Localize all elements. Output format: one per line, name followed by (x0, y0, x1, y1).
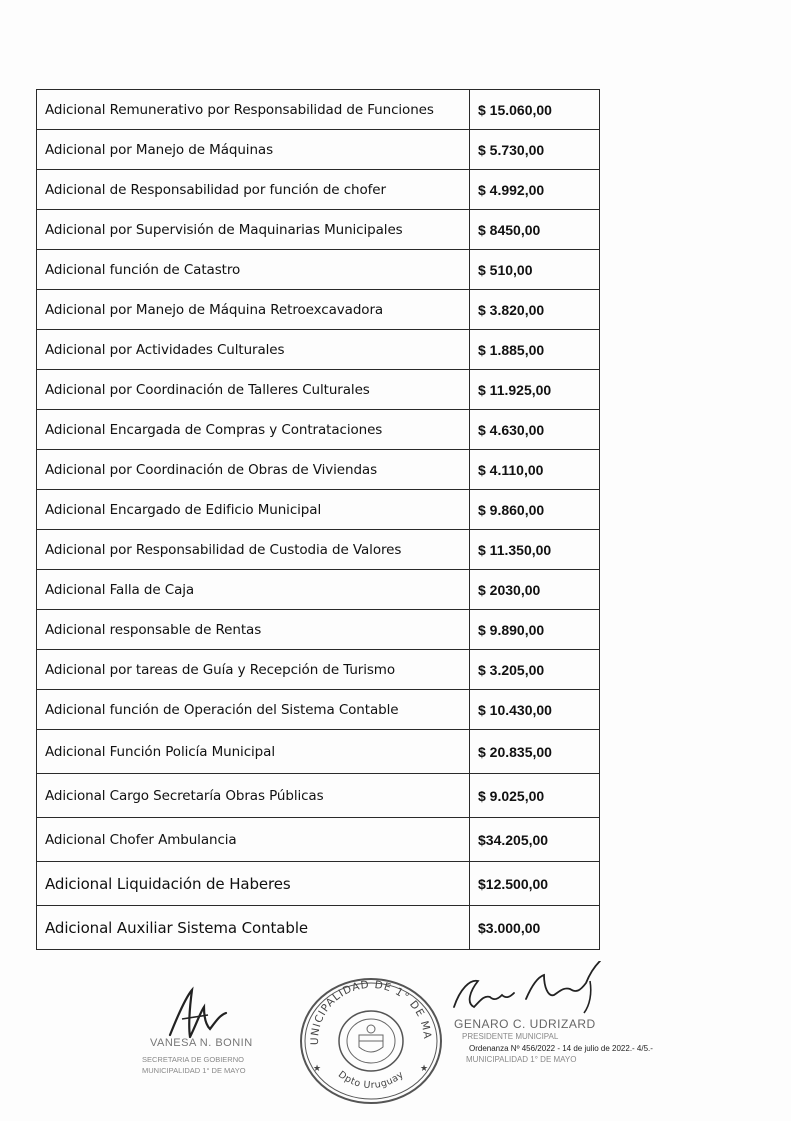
table-row (37, 690, 600, 730)
allowance-amount: $ 9.025,00 (470, 774, 600, 818)
table-row (37, 450, 600, 490)
table-row (37, 210, 600, 250)
allowance-amount: $ 9.890,00 (470, 610, 600, 650)
president-title: PRESIDENTE MUNICIPAL (462, 1032, 559, 1041)
allowance-amount: $ 3.820,00 (470, 290, 600, 330)
allowance-amount: $ 8450,00 (470, 210, 600, 250)
table-row (37, 130, 600, 170)
allowance-amount: $3.000,00 (470, 906, 600, 950)
allowance-label: Adicional por Supervisión de Maquinarias Municipales (37, 210, 470, 250)
allowance-label: Adicional función de Operación del Sistema Contable (37, 690, 470, 730)
president-org: MUNICIPALIDAD 1° DE MAYO (466, 1055, 577, 1064)
allowance-label: Adicional por Responsabilidad de Custodia de Valores (37, 530, 470, 570)
signature-block (0, 975, 791, 1121)
allowance-amount: $ 10.430,00 (470, 690, 600, 730)
secretary-name: VANESA N. BONIN (150, 1037, 253, 1049)
allowance-amount: $ 11.350,00 (470, 530, 600, 570)
table-row (37, 490, 600, 530)
star-right-icon: ★ (420, 1064, 429, 1074)
secretary-title: SECRETARIA DE GOBIERNO (142, 1055, 244, 1064)
allowance-amount: $ 2030,00 (470, 570, 600, 610)
allowance-amount: $ 4.992,00 (470, 170, 600, 210)
table-row (37, 170, 600, 210)
allowance-label: Adicional por Coordinación de Talleres Culturales (37, 370, 470, 410)
allowance-label: Adicional Falla de Caja (37, 570, 470, 610)
allowance-amount: $ 4.630,00 (470, 410, 600, 450)
municipal-seal (296, 975, 446, 1105)
table-row (37, 90, 600, 130)
signature-president (440, 975, 640, 1095)
allowance-label: Adicional por tareas de Guía y Recepción de Turismo (37, 650, 470, 690)
table-row (37, 410, 600, 450)
secretary-org: MUNICIPALIDAD 1° DE MAYO (142, 1066, 246, 1075)
table-row (37, 570, 600, 610)
allowance-label: Adicional Cargo Secretaría Obras Públicas (37, 774, 470, 818)
table-row (37, 650, 600, 690)
allowance-amount: $ 4.110,00 (470, 450, 600, 490)
allowance-label: Adicional responsable de Rentas (37, 610, 470, 650)
allowance-amount: $ 9.860,00 (470, 490, 600, 530)
handwritten-signature-right (440, 961, 640, 1021)
allowance-amount: $12.500,00 (470, 862, 600, 906)
president-name: GENARO C. UDRIZARD (454, 1017, 596, 1031)
table-row (37, 862, 600, 906)
signature-secretary (120, 985, 290, 1095)
table-row (37, 774, 600, 818)
allowance-label: Adicional por Coordinación de Obras de Viviendas (37, 450, 470, 490)
table-row (37, 530, 600, 570)
allowance-amount: $ 510,00 (470, 250, 600, 290)
star-left-icon: ★ (313, 1064, 322, 1074)
allowances-table (36, 89, 600, 950)
allowance-label: Adicional de Responsabilidad por función de chofer (37, 170, 470, 210)
allowance-label: Adicional Chofer Ambulancia (37, 818, 470, 862)
allowance-amount: $ 1.885,00 (470, 330, 600, 370)
allowance-label: Adicional Encargada de Compras y Contrataciones (37, 410, 470, 450)
allowance-label: Adicional función de Catastro (37, 250, 470, 290)
table-row (37, 290, 600, 330)
allowance-amount: $34.205,00 (470, 818, 600, 862)
table-row (37, 330, 600, 370)
allowance-label: Adicional por Manejo de Máquinas (37, 130, 470, 170)
allowance-label: Adicional Liquidación de Haberes (37, 862, 470, 906)
table-row (37, 370, 600, 410)
seal-dept: Dpto Uruguay (335, 1069, 407, 1092)
allowance-label: Adicional Encargado de Edificio Municipal (37, 490, 470, 530)
table-row (37, 906, 600, 950)
allowance-label: Adicional Remunerativo por Responsabilidad de Funciones (37, 90, 470, 130)
table-row (37, 610, 600, 650)
allowance-amount: $ 5.730,00 (470, 130, 600, 170)
table-row (37, 818, 600, 862)
allowance-label: Adicional Función Policía Municipal (37, 730, 470, 774)
table-row (37, 730, 600, 774)
allowance-amount: $ 11.925,00 (470, 370, 600, 410)
allowance-label: Adicional Auxiliar Sistema Contable (37, 906, 470, 950)
svg-text:Dpto Uruguay (336, 1069, 406, 1091)
ordinance-reference: Ordenanza Nº 456/2022 - 14 de julio de 2022.- 4/5.- (469, 1044, 653, 1053)
allowance-amount: $ 20.835,00 (470, 730, 600, 774)
table-row (37, 250, 600, 290)
allowance-amount: $ 3.205,00 (470, 650, 600, 690)
allowance-amount: $ 15.060,00 (470, 90, 600, 130)
allowance-label: Adicional por Actividades Culturales (37, 330, 470, 370)
handwritten-signature-left (160, 985, 240, 1045)
seal-text: UNICIPALIDAD DE 1° DE MA (308, 978, 434, 1046)
allowance-label: Adicional por Manejo de Máquina Retroexcavadora (37, 290, 470, 330)
